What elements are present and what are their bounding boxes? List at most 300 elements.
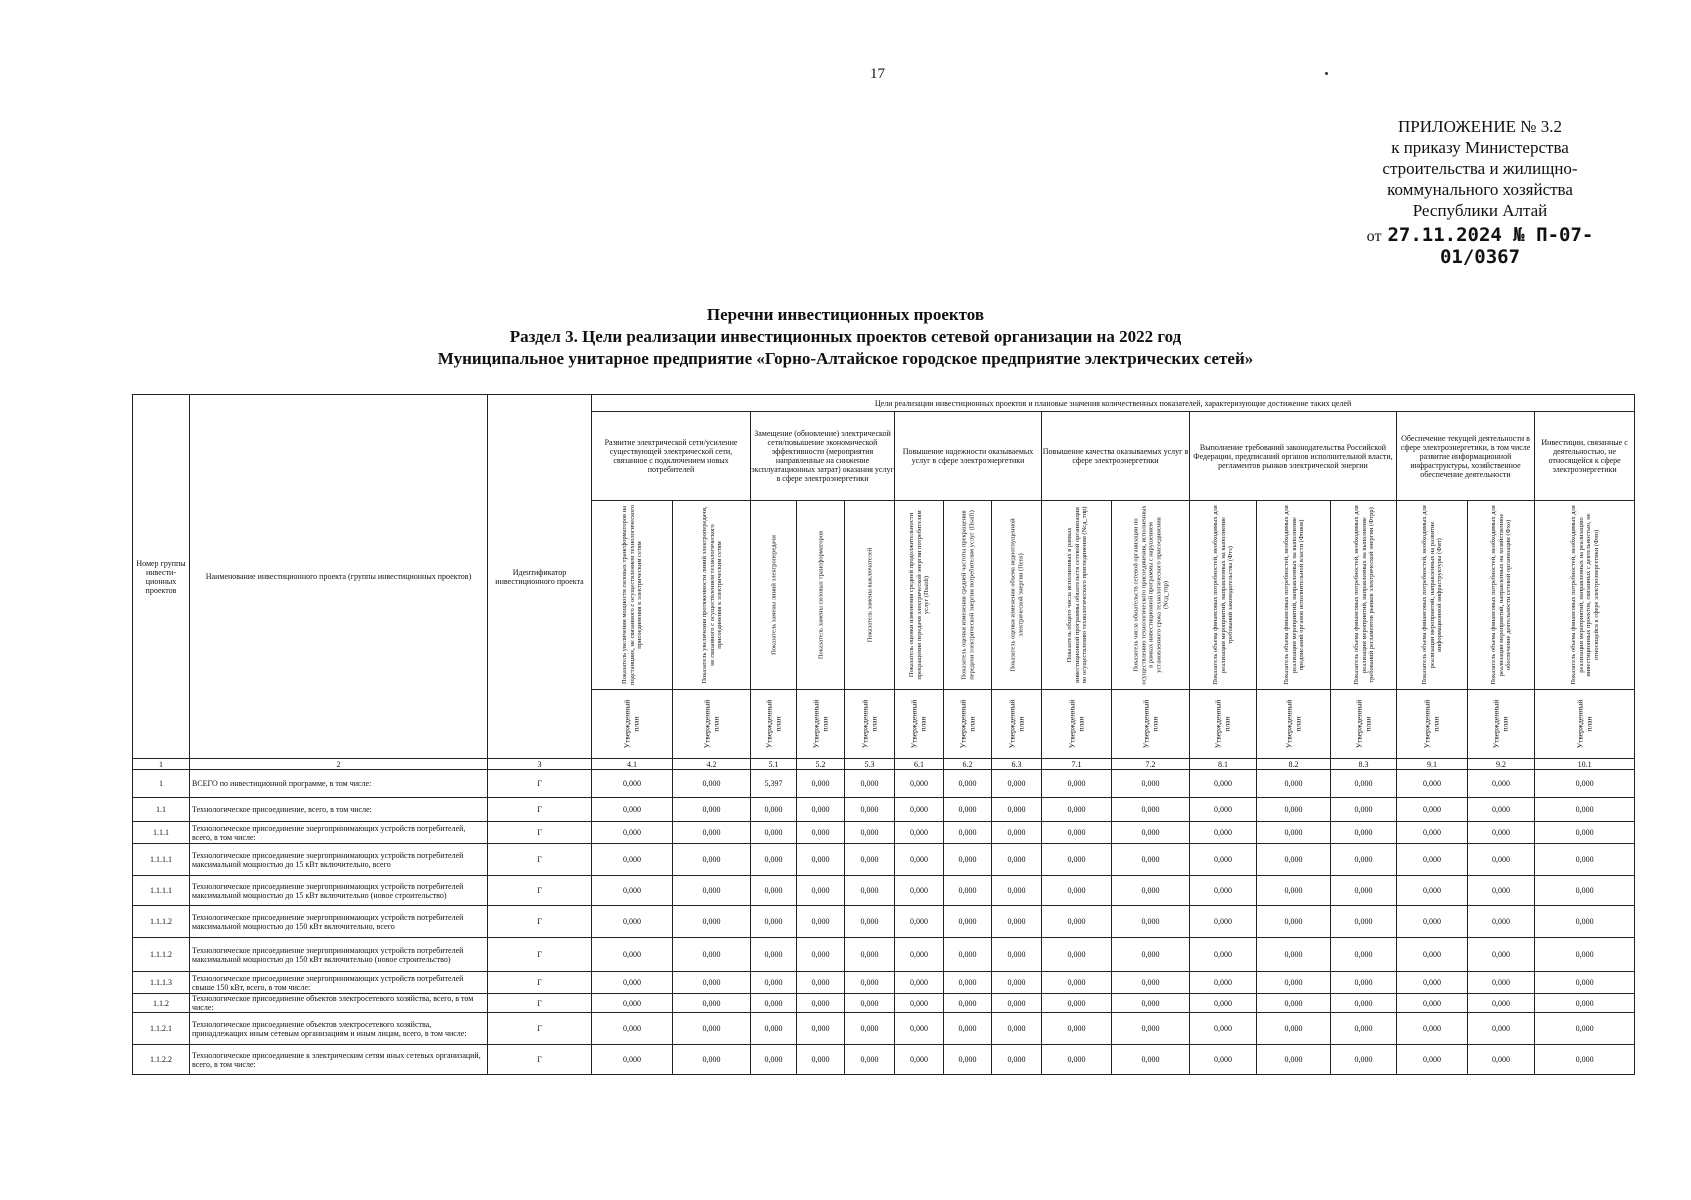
document-titles	[0, 304, 1691, 370]
row-value: 0,000	[944, 972, 992, 994]
indicator-header	[1468, 501, 1535, 690]
order-prefix: от	[1366, 228, 1382, 245]
goal-group: Выполнение требований законодательства Российской Федерации, предписаний органов исполнительной власти, регламентов рынков электрической энергии	[1190, 412, 1397, 501]
row-value: 0,000	[1257, 876, 1331, 906]
plan-header-text: Утвержденный план	[1575, 699, 1593, 749]
row-value: 0,000	[1042, 798, 1112, 822]
header-project-id: Идентификатор инвестиционного проекта	[488, 395, 592, 759]
indicator-header-text: Показатель объема финансовых потребностей, необходимых для реализации мероприятий, направленных на реализацию инвестиционных проектов, связанных с деятельностью, не относящейся к сфере электроэнергетики (Фно)	[1569, 505, 1600, 685]
row-value: 0,000	[1535, 844, 1635, 876]
plan-header-text: Утвержденный план	[1067, 699, 1085, 749]
column-number: 7.2	[1112, 759, 1190, 770]
row-value: 0,000	[797, 770, 845, 798]
row-value: 0,000	[845, 844, 895, 876]
plan-header	[944, 690, 992, 759]
indicator-header-text: Показатель объема финансовых потребностей, необходимых для реализации мероприятий, направленных на выполнение предписаний органов исполнительной власти (Фпиов)	[1282, 505, 1305, 685]
row-value: 0,000	[1190, 1013, 1257, 1045]
row-value: 0,000	[1331, 876, 1397, 906]
row-value: 0,000	[845, 822, 895, 844]
row-project-id: Г	[488, 844, 592, 876]
indicator-header	[1190, 501, 1257, 690]
row-value: 0,000	[751, 798, 797, 822]
row-value: 0,000	[1535, 770, 1635, 798]
column-number: 5.1	[751, 759, 797, 770]
appendix-line: к приказу Министерства	[1391, 138, 1569, 157]
row-value: 0,000	[944, 822, 992, 844]
row-value: 0,000	[673, 1013, 751, 1045]
column-number: 8.3	[1331, 759, 1397, 770]
row-value: 0,000	[1468, 1045, 1535, 1075]
column-number: 6.1	[895, 759, 944, 770]
row-value: 0,000	[992, 994, 1042, 1013]
row-value: 0,000	[944, 798, 992, 822]
row-number: 1.1.1.2	[133, 906, 190, 938]
row-value: 0,000	[797, 972, 845, 994]
column-number: 10.1	[1535, 759, 1635, 770]
row-project-id: Г	[488, 1013, 592, 1045]
row-value: 0,000	[895, 876, 944, 906]
row-value: 0,000	[1257, 1045, 1331, 1075]
row-value: 0,000	[1468, 822, 1535, 844]
indicator-header-text: Показатель оценки изменения средней частоты прекращения передачи электрической энергии потребителям услуг (Пsaifi)	[960, 510, 975, 680]
row-value: 0,000	[751, 1013, 797, 1045]
indicator-header-text: Показатель числа обязательств сетевой организации по осуществлению технологического присоединения, исполненных в рамках инвестиционной программы с нарушением установленного срока технологического присоединения (Nсд_тпр)	[1131, 505, 1169, 685]
row-value: 0,000	[895, 1045, 944, 1075]
appendix-line: Республики Алтай	[1412, 201, 1548, 220]
table-row	[133, 770, 1635, 798]
table-row	[133, 1013, 1635, 1045]
row-value: 0,000	[797, 994, 845, 1013]
row-value: 0,000	[1112, 994, 1190, 1013]
indicator-header	[1042, 501, 1112, 690]
row-value: 0,000	[895, 770, 944, 798]
row-value: 0,000	[992, 798, 1042, 822]
indicator-header-text: Показатель оценки изменения средней продолжительности прекращения передачи электрической энергии потребителям услуг (Пsaidi)	[907, 510, 930, 680]
row-value: 0,000	[1042, 876, 1112, 906]
row-value: 0,000	[1331, 798, 1397, 822]
plan-header	[845, 690, 895, 759]
indicator-header	[592, 501, 673, 690]
plan-header	[1468, 690, 1535, 759]
row-value: 0,000	[797, 906, 845, 938]
row-value: 0,000	[1397, 876, 1468, 906]
table-row	[133, 822, 1635, 844]
row-value: 0,000	[1042, 938, 1112, 972]
title-line-1: Перечни инвестиционных проектов	[706, 305, 985, 324]
row-value: 0,000	[895, 906, 944, 938]
indicator-header	[895, 501, 944, 690]
row-project-name: Технологическое присоединение энергопринимающих устройств потребителей свыше 150 кВт, всего, в том числе:	[190, 972, 488, 994]
row-value: 0,000	[1331, 906, 1397, 938]
row-value: 0,000	[1331, 1045, 1397, 1075]
row-value: 0,000	[1468, 1013, 1535, 1045]
row-value: 0,000	[592, 798, 673, 822]
row-value: 0,000	[673, 770, 751, 798]
indicator-header	[751, 501, 797, 690]
row-number: 1.1.1.1	[133, 844, 190, 876]
plan-header-text: Утвержденный план	[958, 699, 976, 749]
row-value: 0,000	[1535, 876, 1635, 906]
row-value: 0,000	[1257, 972, 1331, 994]
plan-header-text: Утвержденный план	[811, 699, 829, 749]
row-project-name: Технологическое присоединение к электрическим сетям иных сетевых организаций, всего, в том числе:	[190, 1045, 488, 1075]
row-value: 0,000	[1112, 876, 1190, 906]
row-value: 0,000	[992, 822, 1042, 844]
plan-header	[1112, 690, 1190, 759]
table-row	[133, 798, 1635, 822]
row-value: 0,000	[1257, 1013, 1331, 1045]
row-value: 0,000	[1397, 938, 1468, 972]
appendix-line: ПРИЛОЖЕНИЕ № 3.2	[1398, 117, 1562, 136]
appendix-block	[1330, 116, 1630, 268]
row-value: 0,000	[1112, 938, 1190, 972]
row-value: 0,000	[1190, 798, 1257, 822]
table-row	[133, 844, 1635, 876]
row-value: 0,000	[1468, 994, 1535, 1013]
row-value: 0,000	[1190, 770, 1257, 798]
row-value: 0,000	[845, 938, 895, 972]
row-value: 0,000	[1190, 906, 1257, 938]
plan-header	[592, 690, 673, 759]
goal-group: Замещение (обновление) электрической сети/повышение экономической эффективности (мероприятия направленные на снижение эксплуатационных затрат) оказания услуг в сфере электроэнергетики	[751, 412, 895, 501]
plan-header-text: Утвержденный план	[702, 699, 720, 749]
row-value: 0,000	[1042, 994, 1112, 1013]
row-project-id: Г	[488, 876, 592, 906]
row-value: 0,000	[944, 1045, 992, 1075]
row-value: 0,000	[1535, 906, 1635, 938]
row-value: 0,000	[1397, 1045, 1468, 1075]
column-number-row	[133, 759, 1635, 770]
row-number: 1.1.2.2	[133, 1045, 190, 1075]
row-value: 0,000	[1535, 972, 1635, 994]
row-value: 0,000	[845, 1045, 895, 1075]
row-project-id: Г	[488, 1045, 592, 1075]
plan-header	[751, 690, 797, 759]
row-value: 0,000	[1331, 1013, 1397, 1045]
row-number: 1.1.1.3	[133, 972, 190, 994]
column-number: 8.1	[1190, 759, 1257, 770]
indicator-header-text: Показатель объема финансовых потребностей, необходимых для реализации мероприятий, направленных на выполнение требований законодательства (Фтз)	[1211, 505, 1234, 685]
row-value: 0,000	[992, 844, 1042, 876]
table-row	[133, 906, 1635, 938]
plan-header-text: Утвержденный план	[1284, 699, 1302, 749]
row-value: 0,000	[845, 906, 895, 938]
plan-header-text: Утвержденный план	[1141, 699, 1159, 749]
indicator-header-text: Показатель замены силовых трансформаторов	[816, 530, 824, 660]
row-number: 1.1.1.1	[133, 876, 190, 906]
row-value: 0,000	[992, 770, 1042, 798]
column-number: 2	[190, 759, 488, 770]
plan-header	[1190, 690, 1257, 759]
plan-header-text: Утвержденный план	[1007, 699, 1025, 749]
row-value: 0,000	[1331, 822, 1397, 844]
row-project-name: Технологическое присоединение энергопринимающих устройств потребителей, всего, в том числе:	[190, 822, 488, 844]
row-value: 0,000	[797, 844, 845, 876]
indicator-header-text: Показатель замены линий электропередачи	[769, 535, 777, 655]
row-value: 0,000	[1331, 770, 1397, 798]
goal-group: Повышение надежности оказываемых услуг в сфере электроэнергетики	[895, 412, 1042, 501]
row-value: 0,000	[1257, 938, 1331, 972]
row-value: 0,000	[1535, 1013, 1635, 1045]
indicator-header	[1397, 501, 1468, 690]
row-value: 0,000	[1397, 798, 1468, 822]
row-number: 1.1.2.1	[133, 1013, 190, 1045]
row-value: 0,000	[751, 938, 797, 972]
row-value: 0,000	[751, 876, 797, 906]
plan-header-text: Утвержденный план	[909, 699, 927, 749]
column-number: 5.3	[845, 759, 895, 770]
row-project-id: Г	[488, 938, 592, 972]
indicator-header-text: Показатель увеличения протяженности линий электропередачи, не связанного с осуществлением технологического присоединения к электрическим сетям	[700, 506, 723, 684]
row-value: 0,000	[1190, 972, 1257, 994]
row-value: 0,000	[895, 972, 944, 994]
table-row	[133, 1045, 1635, 1075]
indicator-header	[673, 501, 751, 690]
row-value: 0,000	[944, 906, 992, 938]
row-value: 0,000	[1535, 1045, 1635, 1075]
header-project-name: Наименование инвестиционного проекта (группы инвестиционных проектов)	[190, 395, 488, 759]
column-number: 3	[488, 759, 592, 770]
row-project-name: Технологическое присоединение объектов электросетевого хозяйства, всего, в том числе:	[190, 994, 488, 1013]
plan-header-text: Утвержденный план	[1491, 699, 1509, 749]
table-row	[133, 938, 1635, 972]
row-value: 0,000	[1468, 798, 1535, 822]
row-project-name: Технологическое присоединение энергопринимающих устройств потребителей максимальной мощностью до 150 кВт включительно (новое строительство)	[190, 938, 488, 972]
indicator-header-text: Показатель объема финансовых потребностей, необходимых для реализации мероприятий, направленных на выполнение требований регламентов рынков электрической энергии (Фтрр)	[1352, 505, 1375, 685]
column-number: 9.1	[1397, 759, 1468, 770]
row-value: 0,000	[1331, 994, 1397, 1013]
row-value: 0,000	[1535, 994, 1635, 1013]
plan-header	[992, 690, 1042, 759]
plan-header	[1331, 690, 1397, 759]
row-value: 0,000	[1257, 844, 1331, 876]
row-value: 0,000	[673, 1045, 751, 1075]
row-value: 0,000	[592, 822, 673, 844]
plan-header-text: Утвержденный план	[1213, 699, 1231, 749]
table-row	[133, 994, 1635, 1013]
appendix-line: коммунального хозяйства	[1387, 180, 1573, 199]
row-value: 0,000	[992, 938, 1042, 972]
row-project-id: Г	[488, 822, 592, 844]
row-value: 0,000	[1112, 1045, 1190, 1075]
row-value: 0,000	[1397, 972, 1468, 994]
row-value: 0,000	[1397, 770, 1468, 798]
indicator-header-text: Показатель объема финансовых потребностей, необходимых для реализации мероприятий, направленных на хозяйственное обеспечение деятельности сетевой организации (Фхо)	[1489, 505, 1512, 685]
row-number: 1.1.1.2	[133, 938, 190, 972]
table-body	[133, 770, 1635, 1075]
row-value: 0,000	[895, 798, 944, 822]
row-value: 0,000	[1042, 844, 1112, 876]
row-project-name: Технологическое присоединение энергопринимающих устройств потребителей максимальной мощностью до 15 кВт включительно, всего	[190, 844, 488, 876]
header-goals: Цели реализации инвестиционных проектов и плановые значения количественных показателей, характеризующие достижение таких целей	[592, 395, 1635, 412]
plan-header	[1535, 690, 1635, 759]
row-value: 0,000	[1042, 972, 1112, 994]
row-project-id: Г	[488, 994, 592, 1013]
table-row	[133, 876, 1635, 906]
row-value: 0,000	[1397, 1013, 1468, 1045]
goal-group: Развитие электрической сети/усиление существующей электрической сети, связанное с подключением новых потребителей	[592, 412, 751, 501]
row-value: 0,000	[1468, 770, 1535, 798]
row-value: 0,000	[944, 770, 992, 798]
row-value: 0,000	[673, 822, 751, 844]
row-value: 0,000	[1468, 972, 1535, 994]
row-project-name: Технологическое присоединение объектов электросетевого хозяйства, принадлежащих иным сетевым организациям и иным лицам, всего, в том числе:	[190, 1013, 488, 1045]
plan-header	[673, 690, 751, 759]
row-project-name: ВСЕГО по инвестиционной программе, в том числе:	[190, 770, 488, 798]
row-value: 0,000	[1257, 906, 1331, 938]
indicator-header-text: Показатель общего числа исполненных в рамках инвестиционной программы обязательств сетевой организации по осуществлению технологического присоединения (Nсд_тпр)	[1065, 506, 1088, 684]
indicator-header-text: Показатель объема финансовых потребностей, необходимых для реализации мероприятий, направленных на развитие информационной инфраструктуры (Фит)	[1420, 505, 1443, 685]
row-value: 0,000	[673, 972, 751, 994]
column-number: 1	[133, 759, 190, 770]
row-value: 0,000	[673, 994, 751, 1013]
row-value: 0,000	[944, 1013, 992, 1045]
row-value: 0,000	[592, 994, 673, 1013]
row-value: 0,000	[1257, 994, 1331, 1013]
row-value: 0,000	[1112, 798, 1190, 822]
row-value: 0,000	[592, 770, 673, 798]
row-value: 0,000	[592, 938, 673, 972]
plan-header	[1257, 690, 1331, 759]
plan-header	[1397, 690, 1468, 759]
indicator-header	[797, 501, 845, 690]
row-value: 0,000	[895, 938, 944, 972]
row-project-id: Г	[488, 770, 592, 798]
row-value: 0,000	[992, 906, 1042, 938]
column-number: 9.2	[1468, 759, 1535, 770]
row-value: 0,000	[797, 938, 845, 972]
row-value: 0,000	[797, 1045, 845, 1075]
row-value: 0,000	[1397, 994, 1468, 1013]
row-value: 0,000	[895, 822, 944, 844]
row-value: 0,000	[673, 798, 751, 822]
order-line	[1330, 225, 1630, 268]
row-value: 0,000	[751, 822, 797, 844]
plan-header-text: Утвержденный план	[860, 699, 878, 749]
row-value: 0,000	[592, 844, 673, 876]
row-value: 0,000	[1331, 972, 1397, 994]
row-value: 0,000	[1257, 770, 1331, 798]
row-value: 0,000	[1190, 994, 1257, 1013]
row-value: 0,000	[1112, 1013, 1190, 1045]
row-value: 0,000	[1535, 938, 1635, 972]
row-value: 0,000	[992, 876, 1042, 906]
row-value: 0,000	[944, 876, 992, 906]
row-value: 0,000	[592, 876, 673, 906]
row-project-id: Г	[488, 906, 592, 938]
plan-header	[1042, 690, 1112, 759]
row-value: 0,000	[1112, 844, 1190, 876]
indicator-header	[1112, 501, 1190, 690]
row-value: 0,000	[1042, 906, 1112, 938]
row-value: 0,000	[1257, 798, 1331, 822]
row-value: 0,000	[992, 972, 1042, 994]
goal-group: Повышение качества оказываемых услуг в сфере электроэнергетики	[1042, 412, 1190, 501]
row-value: 5,397	[751, 770, 797, 798]
row-project-id: Г	[488, 798, 592, 822]
row-value: 0,000	[751, 844, 797, 876]
column-number: 4.1	[592, 759, 673, 770]
row-value: 0,000	[592, 906, 673, 938]
row-value: 0,000	[1190, 822, 1257, 844]
plan-header-text: Утвержденный план	[622, 699, 640, 749]
row-number: 1.1.2	[133, 994, 190, 1013]
column-number: 5.2	[797, 759, 845, 770]
row-value: 0,000	[895, 994, 944, 1013]
indicator-header	[845, 501, 895, 690]
row-value: 0,000	[1190, 876, 1257, 906]
row-project-name: Технологическое присоединение, всего, в том числе:	[190, 798, 488, 822]
row-value: 0,000	[797, 798, 845, 822]
scan-speck	[1325, 72, 1328, 75]
row-value: 0,000	[1468, 906, 1535, 938]
row-value: 0,000	[797, 876, 845, 906]
row-value: 0,000	[895, 1013, 944, 1045]
row-value: 0,000	[751, 972, 797, 994]
row-value: 0,000	[592, 1013, 673, 1045]
row-value: 0,000	[1112, 972, 1190, 994]
row-value: 0,000	[1535, 822, 1635, 844]
row-value: 0,000	[1331, 938, 1397, 972]
plan-header-text: Утвержденный план	[764, 699, 782, 749]
row-value: 0,000	[1112, 906, 1190, 938]
row-value: 0,000	[1468, 876, 1535, 906]
row-value: 0,000	[992, 1013, 1042, 1045]
row-project-name: Технологическое присоединение энергопринимающих устройств потребителей максимальной мощностью до 15 кВт включительно (новое строительство)	[190, 876, 488, 906]
column-number: 6.2	[944, 759, 992, 770]
row-value: 0,000	[1535, 798, 1635, 822]
row-value: 0,000	[895, 844, 944, 876]
row-value: 0,000	[1112, 770, 1190, 798]
indicator-header	[1535, 501, 1635, 690]
plan-header	[895, 690, 944, 759]
row-value: 0,000	[845, 770, 895, 798]
row-value: 0,000	[1190, 938, 1257, 972]
row-value: 0,000	[845, 1013, 895, 1045]
row-value: 0,000	[592, 972, 673, 994]
row-number: 1.1	[133, 798, 190, 822]
row-project-id: Г	[488, 972, 592, 994]
column-number: 4.2	[673, 759, 751, 770]
column-number: 7.1	[1042, 759, 1112, 770]
row-value: 0,000	[751, 906, 797, 938]
row-value: 0,000	[1257, 822, 1331, 844]
row-value: 0,000	[1397, 906, 1468, 938]
column-number: 6.3	[992, 759, 1042, 770]
row-value: 0,000	[1042, 822, 1112, 844]
indicator-header-text: Показатель увеличения мощности силовых трансформаторов на подстанциях, не связанного с осуществлением технологического присоединения к электрическим сетям	[620, 505, 643, 685]
row-value: 0,000	[992, 1045, 1042, 1075]
indicator-header	[992, 501, 1042, 690]
goal-group: Инвестиции, связанные с деятельностью, не относящейся к сфере электроэнергетики	[1535, 412, 1635, 501]
row-value: 0,000	[797, 1013, 845, 1045]
row-value: 0,000	[1397, 822, 1468, 844]
row-value: 0,000	[673, 844, 751, 876]
row-value: 0,000	[751, 994, 797, 1013]
indicator-header-text: Показатель оценки изменения объема недоотпущенной электрической энергии (Пens)	[1009, 518, 1024, 672]
row-number: 1.1.1	[133, 822, 190, 844]
row-value: 0,000	[673, 876, 751, 906]
row-number: 1	[133, 770, 190, 798]
row-value: 0,000	[1042, 770, 1112, 798]
row-value: 0,000	[1042, 1045, 1112, 1075]
page-number: 17	[870, 66, 885, 82]
row-value: 0,000	[1042, 1013, 1112, 1045]
row-value: 0,000	[1468, 938, 1535, 972]
plan-header-text: Утвержденный план	[1422, 699, 1440, 749]
row-value: 0,000	[1331, 844, 1397, 876]
indicator-header-text: Показатель замены выключателей	[865, 547, 873, 643]
